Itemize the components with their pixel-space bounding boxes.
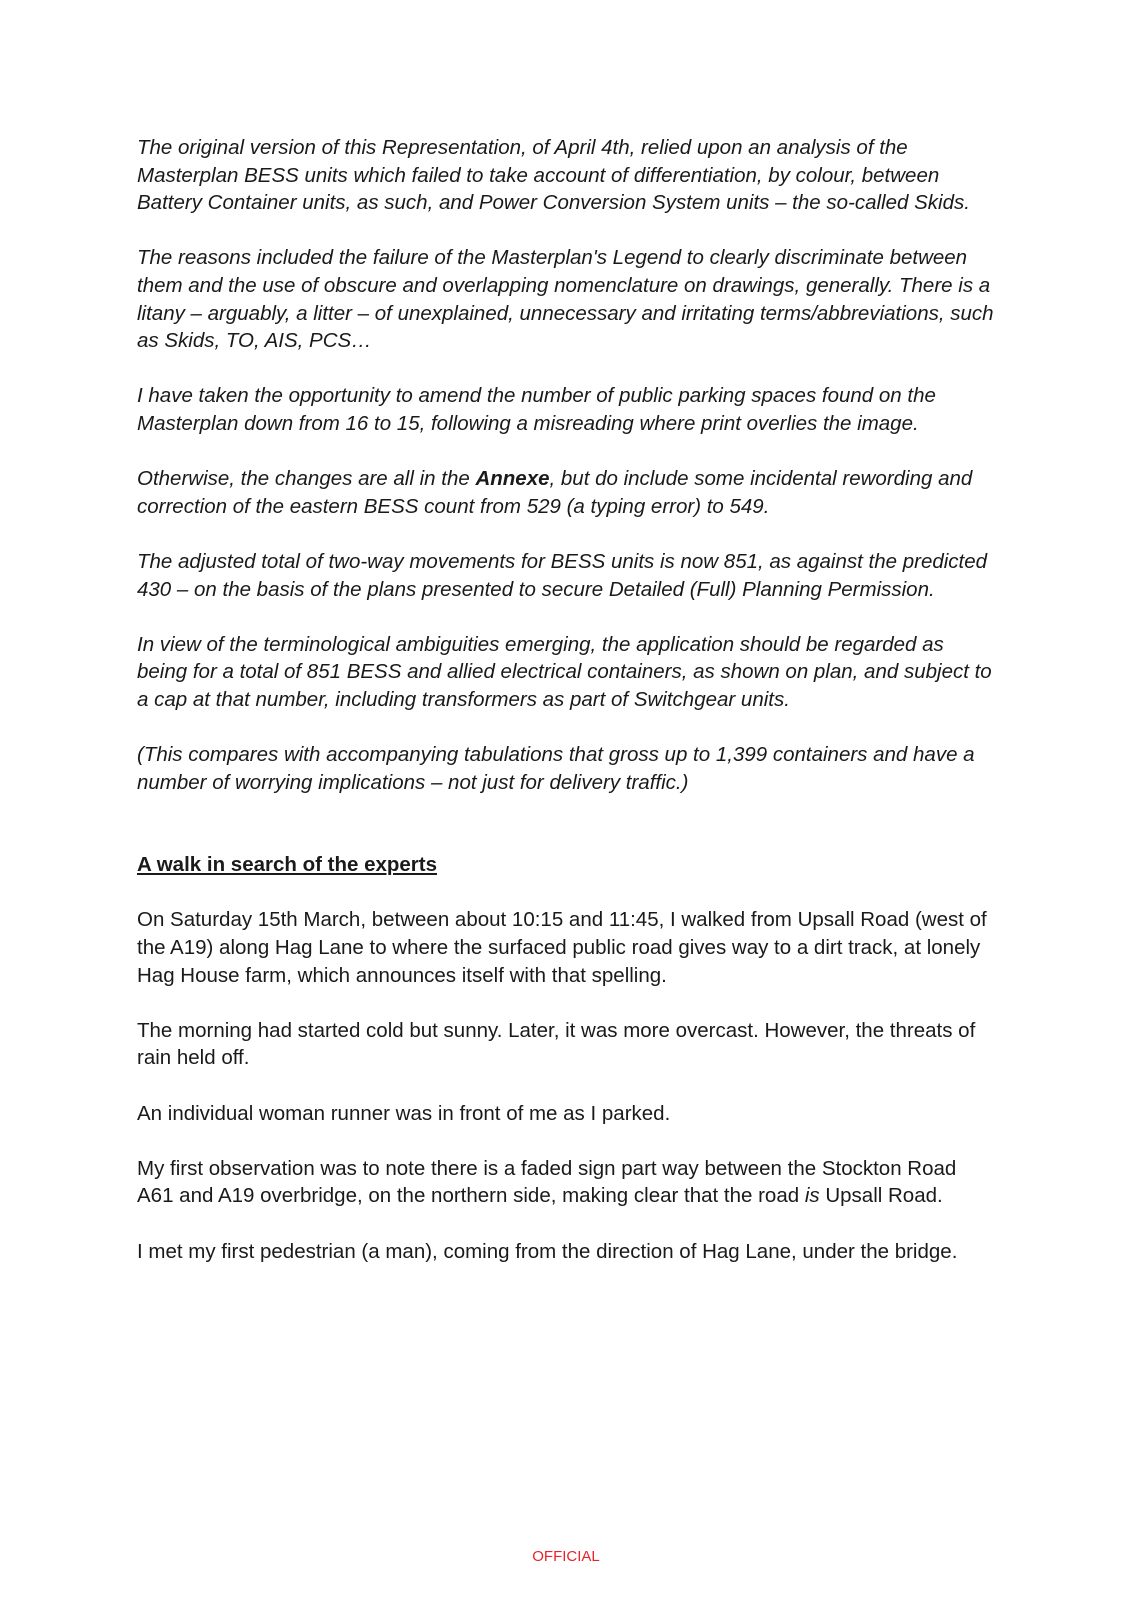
section-paragraph-4-end: Upsall Road. xyxy=(819,1184,943,1208)
official-classification-label: OFFICIAL xyxy=(532,1548,600,1565)
intro-paragraph-6: In view of the terminological ambiguities emerging, the application should be regarded as being for a total of 851 BESS and allied electrical containers, as shown on plan, and subject to a cap at that number, including transformers as part of Switchgear units. xyxy=(137,632,992,711)
section-paragraph-4 xyxy=(137,1155,997,1210)
section-paragraph-4-start: My first observation was to note there is a faded sign part way between the Stockton Road A61 and A19 overbridge, on the northern side, making clear that the road xyxy=(137,1156,957,1208)
intro-paragraph-3: I have taken the opportunity to amend the number of public parking spaces found on the Masterplan down from 16 to 15, following a misreading where print overlies the image. xyxy=(137,384,936,435)
section-paragraph-2: The morning had started cold but sunny. Later, it was more overcast. However, the threats of rain held off. xyxy=(137,1018,976,1070)
intro-paragraph-1: The original version of this Representation, of April 4th, relied upon an analysis of the Masterplan BESS units which failed to take account of differentiation, by colour, between Battery Container units, as such, and Power Conversion System units – the so-called Skids. xyxy=(137,136,970,215)
intro-paragraph-2: The reasons included the failure of the Masterplan's Legend to clearly discriminate between them and the use of obscure and overlapping nomenclature on drawings, generally. There is a litany – arguably, a litter – of unexplained, unnecessary and irritating terms/abbreviations, such as Skids, TO, AIS, PCS… xyxy=(137,246,994,353)
document-body xyxy=(137,134,997,1293)
intro-paragraph-7: (This compares with accompanying tabulations that gross up to 1,399 containers and have a number of worrying implications – not just for delivery traffic.) xyxy=(137,743,975,794)
intro-paragraph-5: The adjusted total of two-way movements for BESS units is now 851, as against the predicted 430 – on the basis of the plans presented to secure Detailed (Full) Planning Permission. xyxy=(137,549,988,601)
intro-paragraph-4-end: , but do include some incidental rewording and correction of the eastern BESS count from 529 (a typing error) to 549. xyxy=(137,467,973,518)
section-heading: A walk in search of the experts xyxy=(137,853,438,877)
section-paragraph-5: I met my first pedestrian (a man), coming from the direction of Hag Lane, under the bridge. xyxy=(137,1239,958,1263)
annexe-emphasis: Annexe xyxy=(475,467,550,491)
intro-paragraph-4-start: Otherwise, the changes are all in the xyxy=(137,467,476,491)
intro-paragraph-4 xyxy=(137,465,997,520)
is-emphasis: is xyxy=(804,1184,820,1208)
section-paragraph-1: On Saturday 15th March, between about 10:15 and 11:45, I walked from Upsall Road (west of the A19) along Hag Lane to where the surfaced public road gives way to a dirt track, at lonely Hag House farm, which announces itself with that spelling. xyxy=(137,908,987,987)
section-paragraph-3: An individual woman runner was in front of me as I parked. xyxy=(137,1101,671,1125)
